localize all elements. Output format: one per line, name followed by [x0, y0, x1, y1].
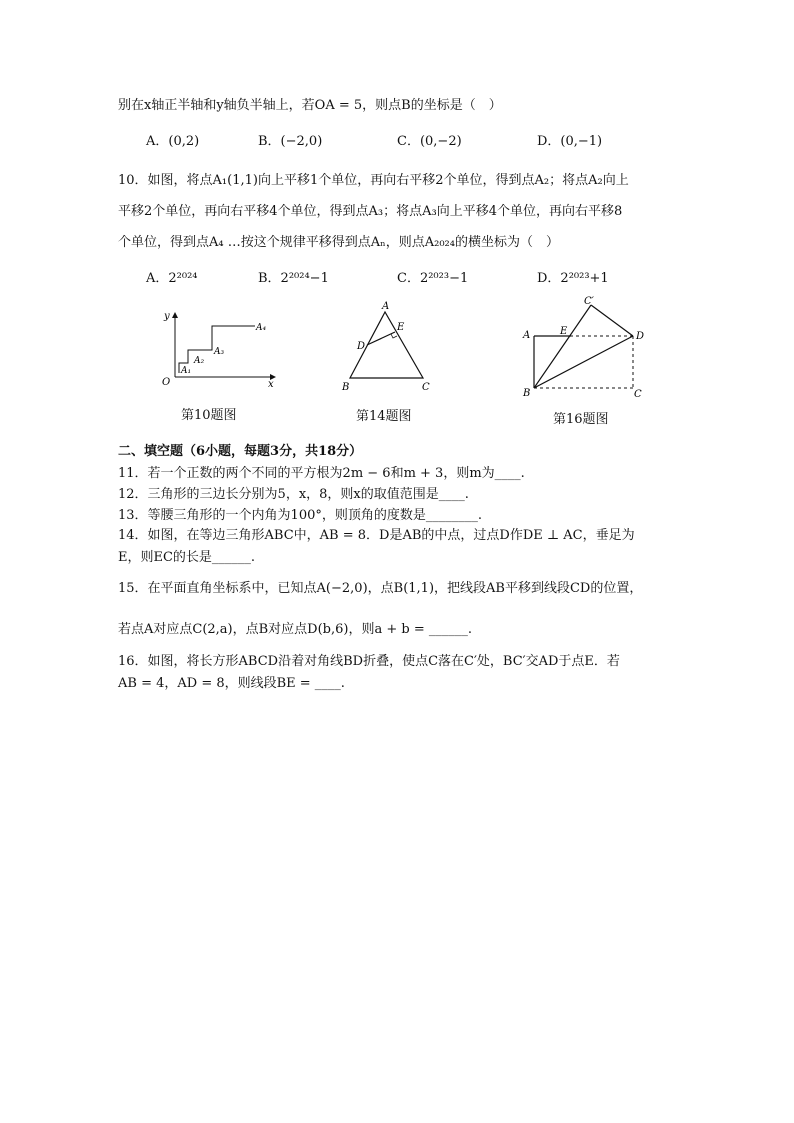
fig14-a-label: A [382, 301, 390, 312]
figure-10-staircase [150, 305, 285, 390]
fig16-d-label: D [636, 331, 645, 342]
figure-16-caption: 第16题图 [553, 412, 609, 427]
segment-c-prime-d [591, 305, 633, 336]
segment-bc-prime [534, 305, 591, 388]
q10-line-1: 10．如图，将点A₁(1,1)向上平移1个单位，再向右平移2个单位，得到点A₂；将点A₂向上 [118, 173, 629, 188]
fig16-a-label: A [523, 330, 531, 341]
section-2-title: 二、填空题（6小题，每题3分，共18分） [118, 444, 363, 459]
q15-line-2: 若点A对应点C(2,a)，点B对应点D(b,6)，则a + b = ______. [118, 622, 472, 637]
q14-line-2: E，则EC的长是______. [118, 550, 256, 565]
fig16-c-prime-label: C′ [584, 296, 594, 307]
q9-text: 别在x轴正半轴和y轴负半轴上，若OA = 5，则点B的坐标是（ ） [118, 98, 502, 113]
q14-line-1: 14．如图，在等边三角形ABC中，AB = 8．D是AB的中点，过点D作DE ⊥ AC，垂足为 [118, 528, 635, 543]
fig16-e-label: E [560, 326, 568, 337]
q11-text: 11．若一个正数的两个不同的平方根为2m − 6和m + 3，则m为____. [118, 466, 525, 481]
q10-option-c: C．2²⁰²³−1 [397, 271, 469, 286]
figure-10-caption: 第10题图 [181, 408, 237, 423]
right-angle-mark [391, 334, 397, 338]
q9-option-b: B．(−2,0) [258, 134, 323, 149]
q9-option-a: A．(0,2) [146, 134, 200, 149]
figure-14-triangle [335, 298, 440, 396]
q16-line-2: AB = 4，AD = 8，则线段BE = ____. [118, 676, 345, 691]
fig10-a1-label: A₁ [181, 366, 192, 376]
fig10-y-label: y [164, 311, 170, 322]
figure-16-folded-rectangle [516, 292, 661, 402]
q16-line-1: 16．如图，将长方形ABCD沿着对角线BD折叠，使点C落在C′处，BC′交AD于点E．若 [118, 654, 620, 669]
q15-line-1: 15．在平面直角坐标系中，已知点A(−2,0)，点B(1,1)，把线段AB平移到线段CD的位置， [118, 581, 643, 596]
q10-line-2: 平移2个单位，再向右平移4个单位，得到点A₃；将点A₃向上平移4个单位，再向右平移8 [118, 204, 623, 219]
fig14-b-label: B [342, 382, 350, 393]
fig10-a3-label: A₃ [214, 347, 225, 357]
fig10-origin-label: O [162, 377, 171, 388]
q9-option-c: C．(0,−2) [397, 134, 462, 149]
q12-text: 12．三角形的三边长分别为5，x，8，则x的取值范围是____. [118, 487, 469, 502]
diagonal-bd [534, 336, 633, 388]
fig16-b-label: B [523, 388, 531, 399]
q13-text: 13．等腰三角形的一个内角为100°，则顶角的度数是________. [118, 508, 482, 523]
fig10-x-label: x [268, 379, 274, 390]
fig14-e-label: E [397, 322, 405, 333]
q10-line-3: 个单位，得到点A₄ …按这个规律平移得到点Aₙ，则点A₂₀₂₄的横坐标为（ ） [118, 235, 559, 250]
fig14-c-label: C [422, 382, 430, 393]
q10-option-b: B．2²⁰²⁴−1 [258, 271, 329, 286]
q10-option-a: A．2²⁰²⁴ [146, 271, 198, 286]
fig14-d-label: D [357, 341, 366, 352]
fig16-c-label: C [634, 389, 642, 400]
fig10-a4-label: A₄ [256, 323, 267, 333]
q9-option-d: D．(0,−1) [537, 134, 603, 149]
q10-option-d: D．2²⁰²³+1 [537, 271, 609, 286]
figure-14-caption: 第14题图 [356, 409, 412, 424]
fig10-a2-label: A₂ [194, 356, 205, 366]
